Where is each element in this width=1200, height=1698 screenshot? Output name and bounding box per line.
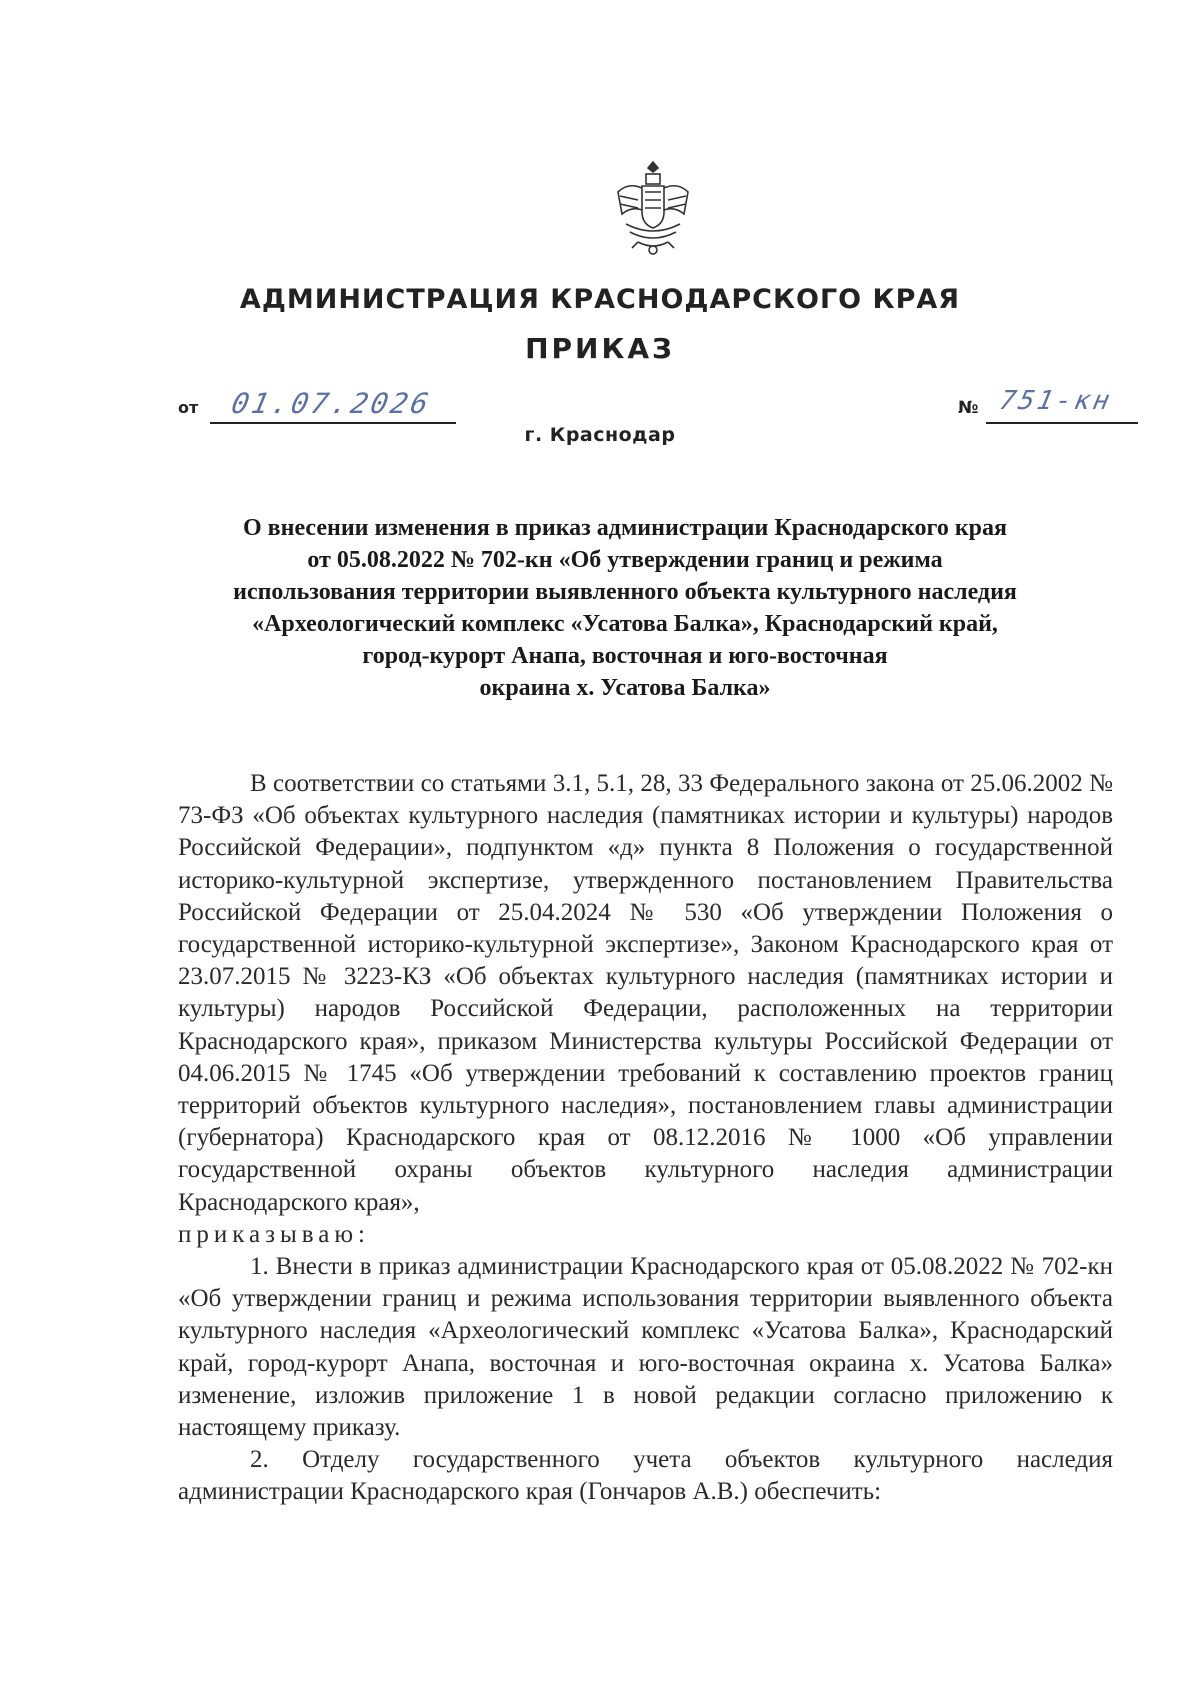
document-body [178, 768, 1113, 1509]
handwritten-number: 751-кн [996, 386, 1116, 416]
coat-of-arms-icon [612, 158, 694, 258]
document-title [140, 512, 1110, 704]
title-line: «Археологический комплекс «Усатова Балка», Краснодарский край, [252, 611, 998, 637]
title-line: город-курорт Анапа, восточная и юго-восточная [362, 643, 888, 669]
item-2-paragraph: 2. Отделу государственного учета объектов культурного наследия администрации Краснодарского края (Гончаров А.В.) обеспечить: [178, 1446, 1113, 1506]
title-line: О внесении изменения в приказ администрации Краснодарского края [242, 515, 1007, 541]
order-word: приказываю: [178, 1220, 370, 1248]
document-type: ПРИКАЗ [525, 332, 675, 365]
city: г. Краснодар [524, 424, 676, 446]
title-line: от 05.08.2022 № 702-кн «Об утверждении границ и режима [307, 547, 943, 573]
title-line: использования территории выявленного объекта культурного наследия [233, 579, 1017, 605]
title-line: окраина х. Усатова Балка» [479, 675, 771, 701]
handwritten-date: 01.07.2026 [228, 387, 435, 420]
organization-name: АДМИНИСТРАЦИЯ КРАСНОДАРСКОГО КРАЯ [239, 284, 961, 315]
preamble-paragraph: В соответствии со статьями 3.1, 5.1, 28, 33 Федерального закона от 25.06.2002 № 73-ФЗ «Об объектах культурного наследия (памятниках истории и культуры) народов Российской Федерации», подпунктом «д» пункта 8 Положения о государственной историко-культурной экспертизе, утвержденного постановлением Правительства Российской Федерации от 25.04.2024 № 530 «Об утверждении Положения о государственной историко-культурной экспертизе», Законом Краснодарского края от 23.07.2015 № 3223-КЗ «Об объектах культурного наследия (памятниках истории и культуры) народов Российской Федерации, расположенных на территории Краснодарского края», приказом Министерства культуры Российской Федерации от 04.06.2015 № 1745 «Об утверждении требований к составлению проектов границ территорий объектов культурного наследия», постановлением главы администрации (губернатора) Краснодарского края от 08.12.2016 № 1000 «Об управлении государственной охраны объектов культурного наследия администрации Краснодарского края», [178, 770, 1113, 1216]
date-label: от [178, 398, 199, 417]
number-label: № [958, 398, 979, 418]
item-1-paragraph: 1. Внести в приказ администрации Краснодарского края от 05.08.2022 № 702-кн «Об утверждении границ и режима использования территории выявленного объекта культурного наследия «Археологический комплекс «Усатова Балка», Краснодарский край, город-курорт Анапа, восточная и юго-восточная окраина х. Усатова Балка» изменение, изложив приложение 1 в новой редакции согласно приложению к настоящему приказу. [178, 1253, 1113, 1442]
